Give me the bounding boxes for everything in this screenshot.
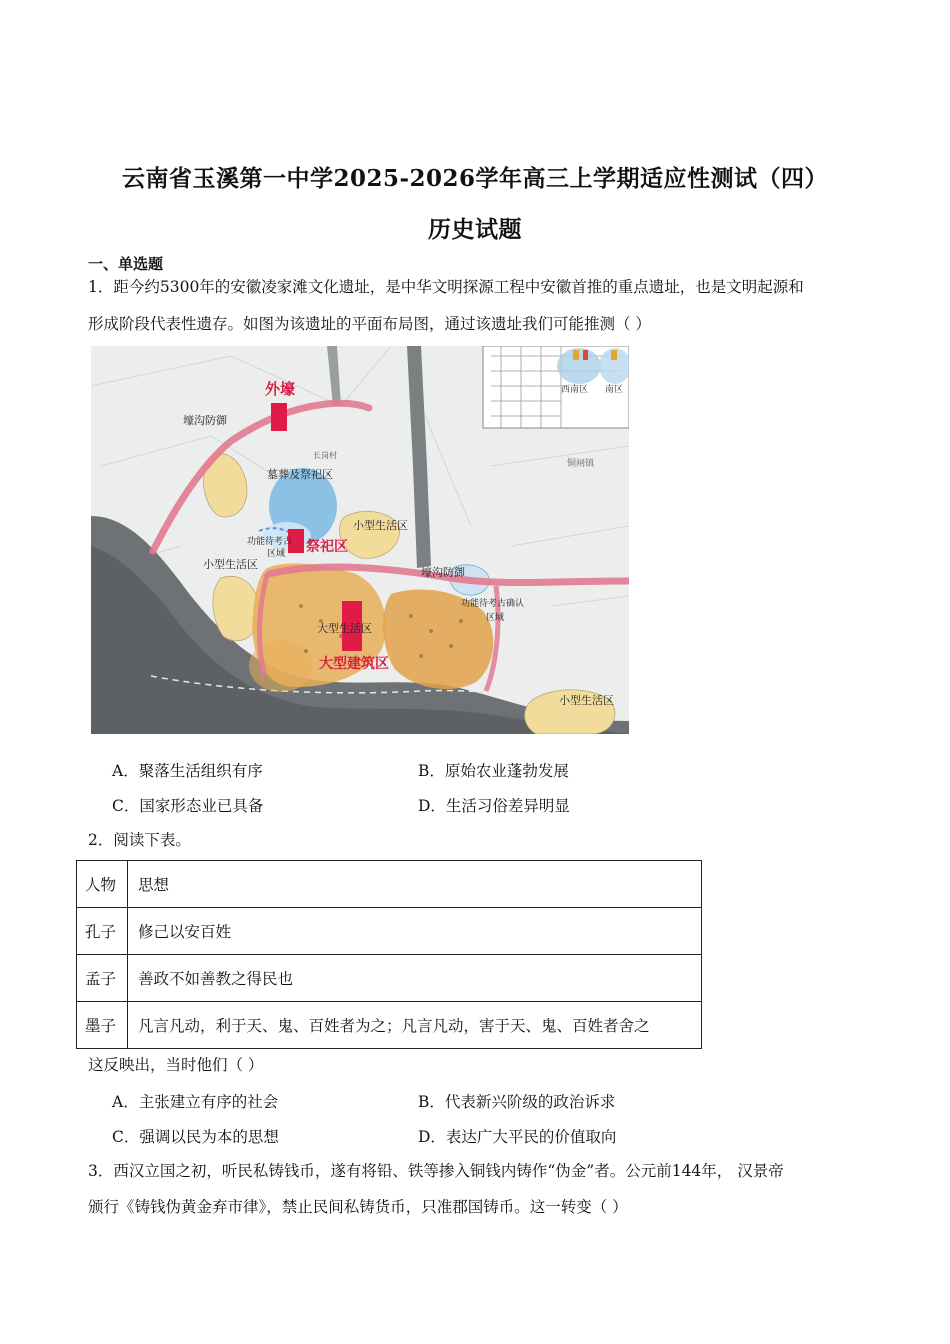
table-cell-thought: 凡言凡动，利于天、鬼、百姓者为之；凡言凡动，害于天、鬼、百姓者舍之 — [128, 1002, 702, 1049]
map-label-town: 铜闸镇 — [567, 459, 595, 469]
map-label-sacrifice-zone: 祭祀区 — [306, 539, 348, 555]
q2-after-text: 这反映出，当时他们（ ） — [88, 1056, 264, 1074]
table-row — [77, 908, 702, 955]
table-cell-thought: 善政不如善教之得民也 — [128, 955, 702, 1002]
table-cell-person: 孟子 — [77, 955, 128, 1002]
table-header-row — [77, 861, 702, 908]
table-row — [77, 1002, 702, 1049]
q1-option-b[interactable]: B．原始农业蓬勃发展 — [418, 762, 569, 780]
q1-option-a[interactable]: A．聚落生活组织有序 — [112, 762, 263, 780]
map-label-south-zone: 南区 — [605, 385, 624, 395]
table-cell-person: 孔子 — [77, 908, 128, 955]
q1-option-c[interactable]: C．国家形态业已具备 — [112, 797, 264, 815]
map-label-moat-defense-top: 壕沟防御 — [183, 414, 227, 427]
q3-stem-line1: 3．西汉立国之初，听民私铸钱币，遂有将铅、铁等掺入铜钱内铸作“伪金”者。公元前144年， 汉景帝 — [88, 1162, 784, 1180]
q2-option-b[interactable]: B．代表新兴阶级的政治诉求 — [418, 1093, 616, 1111]
map-label-pending-right-2: 区域 — [486, 613, 505, 623]
q2-stem: 2．阅读下表。 — [88, 831, 191, 849]
table-cell-thought: 修己以安百姓 — [128, 908, 702, 955]
table-row — [77, 955, 702, 1002]
exam-subtitle: 历史试题 — [428, 216, 522, 243]
map-label-moat-defense-right: 壕沟防御 — [421, 566, 465, 579]
map-label-pending-left-1: 功能待考古 — [247, 537, 293, 547]
q2-option-c[interactable]: C．强调以民为本的思想 — [112, 1128, 279, 1146]
q2-option-a[interactable]: A．主张建立有序的社会 — [112, 1093, 279, 1111]
map-label-small-living-left: 小型生活区 — [203, 558, 258, 571]
map-label-outer-moat: 外壕 — [265, 380, 296, 398]
map-label-large-building: 大型建筑区 — [319, 656, 389, 672]
section-heading: 一、单选题 — [88, 255, 164, 273]
q2-option-d[interactable]: D．表达广大平民的价值取向 — [418, 1128, 617, 1146]
map-label-tombs-sacrifice: 墓葬及祭祀区 — [267, 468, 333, 481]
table-header-cell: 人物 — [77, 861, 128, 908]
map-label-small-living-right: 小型生活区 — [559, 694, 614, 707]
q3-stem-line2: 颁行《铸钱伪黄金弃市律》，禁止民间私铸货币，只准郡国铸币。这一转变（ ） — [88, 1198, 628, 1216]
map-label-pending-left-2: 区域 — [267, 549, 286, 559]
table-cell-person: 墨子 — [77, 1002, 128, 1049]
q1-option-d[interactable]: D．生活习俗差异明显 — [418, 797, 570, 815]
q1-stem-line1: 1．距今约5300年的安徽凌家滩文化遗址，是中华文明探源工程中安徽首推的重点遗址，也是文明起源和 — [88, 278, 804, 296]
map-label-village: 长岗村 — [313, 451, 337, 460]
map-label-large-living: 大型生活区 — [317, 622, 372, 635]
map-label-southwest-zone: 西南区 — [561, 385, 589, 395]
table-header-cell: 思想 — [128, 861, 702, 908]
map-label-pending-right-1: 功能待考古确认 — [461, 599, 525, 609]
map-label-small-living-mid: 小型生活区 — [353, 519, 408, 532]
exam-title: 云南省玉溪第一中学2025-2026学年高三上学期适应性测试（四） — [121, 165, 829, 192]
q1-stem-line2: 形成阶段代表性遗存。如图为该遗址的平面布局图，通过该遗址我们可能推测（ ） — [88, 315, 651, 333]
q2-table — [76, 860, 702, 1049]
site-layout-map — [91, 346, 629, 734]
